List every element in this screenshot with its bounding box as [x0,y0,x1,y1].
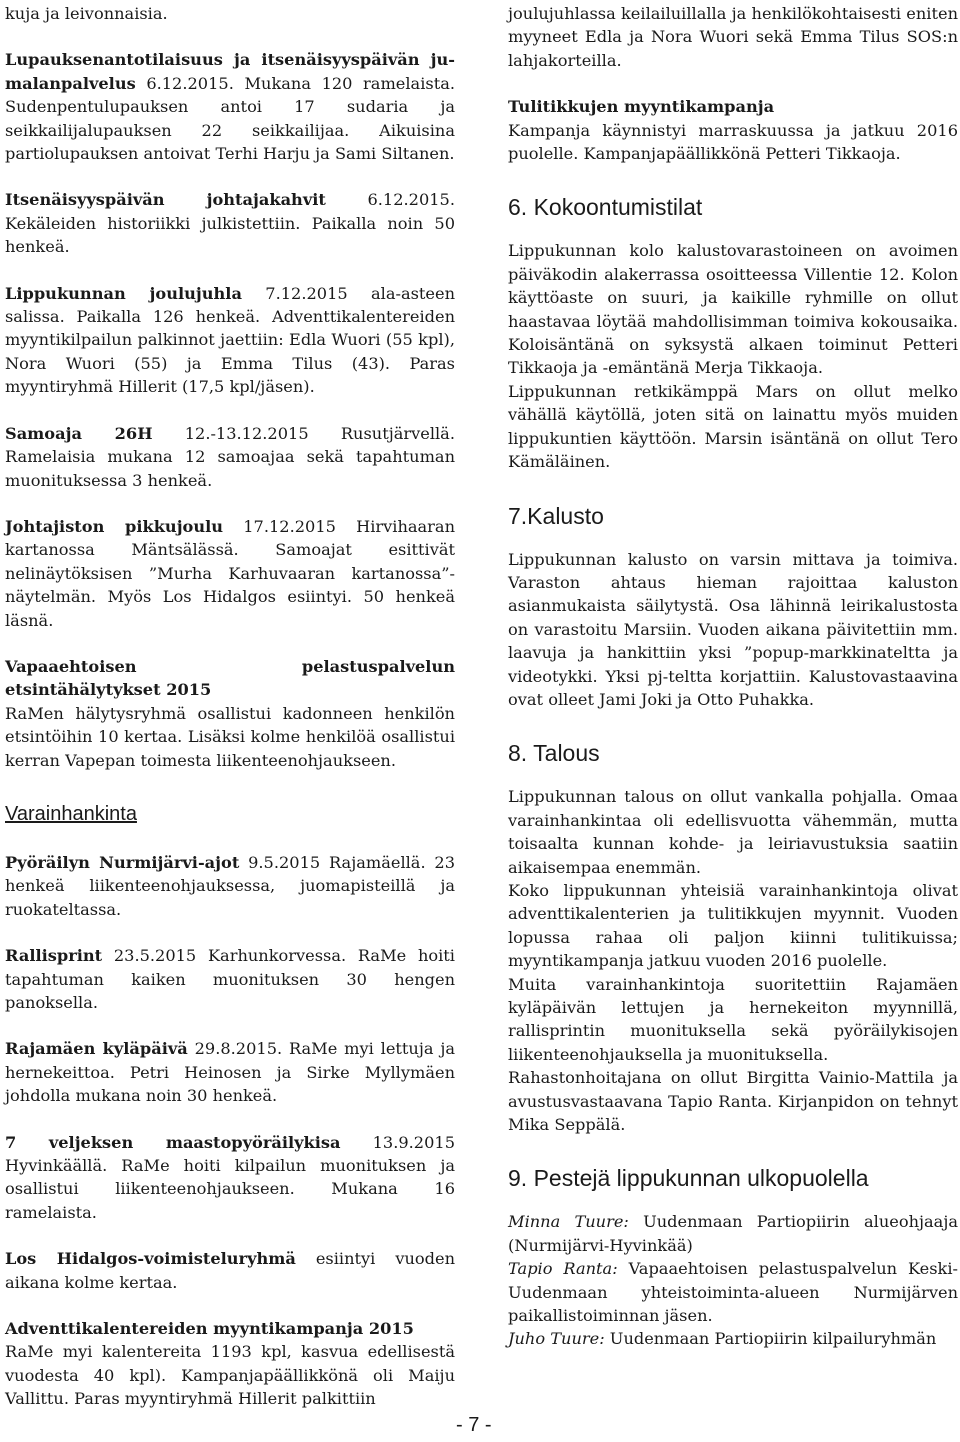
section-heading-kokoontumistilat: 6. Kokoontumistilat [508,194,703,221]
paragraph-pesti-minna [508,1210,958,1257]
paragraph-maastopyoraily [5,1131,455,1225]
event-title: Rajamäen kyläpäivä [5,1039,188,1059]
pesti-text: Vapaaehtoisen pelastuspalvelun Keski-Uudenmaan yhteistoiminta-alueen Nurmijärven paikallistoiminnan jäsen. [508,1259,958,1326]
paragraph-tulitikut [508,95,958,165]
event-title: Samoaja 26H [5,423,153,443]
paragraph-kolo: Lippukunnan kolo kalustovarastoineen on avoimen päiväkodin alakerrassa osoitteessa Villentie 12. Kolon käyttöaste on suuri, ja kaikille ryhmille on ollut haastavaa löytää mahdollisimman toimiva kokousaika. Koloisäntänä on syksystä alkaen toiminut Petteri Tikkaoja ja -emäntänä Merja Tikkaoja. [508,241,958,378]
paragraph-mars: Lippukunnan retkikämppä Mars on ollut melko vähällä käytöllä, joten sitä on lainattu myös muiden lippukuntien käyttöön. Marsin isäntänä on ollut Tero Kämäläinen. [508,381,958,472]
paragraph-los-hidalgos [5,1247,455,1294]
event-title: Vapaaehtoisen pelastuspalvelun etsintähälytykset 2015 [5,656,455,700]
event-text: esiintyi vuoden aikana kolme kertaa. [5,1249,455,1292]
person-name: Juho Tuure: [508,1329,605,1349]
paragraph-kylapaiva [5,1037,455,1107]
section-heading-varainhankinta: Varainhankinta [5,802,137,825]
paragraph-continued: joulujuhlassa keilailuillalla ja henkilökohtaisesti eniten myyneet Edla ja Nora Wuori sekä Emma Tilus SOS:n lahjakorteilla. [508,4,958,70]
event-title: Los Hidalgos-voimisteluryhmä [5,1249,296,1269]
paragraph-talous-3: Muita varainhankintoja suoritettiin Rajamäen kyläpäivän lettujen ja hernekeiton myynnillä, rallisprintin muonituksella sekä pyöräilykisojen liikenteenohjauksella ja muonituksella. [508,974,958,1064]
page-number: - 7 - [456,1414,492,1436]
paragraph-talous-2: Koko lippukunnan yhteisiä varainhankintoja olivat adventtikalenterien ja tulitikkujen myynnit. Vuoden lopussa rahaa oli paljon kiinni tulitikuissa; myyntikampanja jatkuu vuoden 2016 puolelle. [508,880,958,971]
section-heading-talous: 8. Talous [508,740,600,767]
paragraph-pesti-juho [508,1327,958,1350]
pesti-text: Uudenmaan Partiopiirin kilpailuryhmän [604,1329,937,1349]
event-title: Itsenäisyyspäivän johtajakahvit [5,190,326,210]
event-text: 7.12.2015 ala-asteen salissa. Paikalla 126 henkeä. Adventtikalentereiden myyntikilpailun palkinnot jaettiin: Edla Wuori (55 kpl), Nora Wuori (55) ja Emma Tilus (43). Paras myyntiryhmä Hillerit (17,5 kpl/jäsen). [5,283,456,397]
pesti-text: Uudenmaan Partiopiirin alueohjaaja (Nurmijärvi-Hyvinkää) [508,1212,958,1255]
right-column [508,0,958,1351]
paragraph-continued: kuja ja leivonnaisia. [5,4,168,23]
person-name: Tapio Ranta: [508,1259,618,1279]
person-name: Minna Tuure: [508,1212,629,1232]
event-title: Tulitikkujen myyntikampanja [508,97,775,117]
paragraph-pikkujoulu [5,515,455,632]
paragraph-joulujuhla [5,282,455,399]
section-heading-kalusto: 7.Kalusto [508,502,604,529]
event-title: Pyöräilyn Nurmijärvi-ajot [5,852,240,872]
paragraph-lupaus [5,48,455,165]
paragraph-rallisprint [5,944,455,1014]
event-text: RaMen hälytysryhmä osallistui kadonneen henkilön etsintöihin 10 kertaa. Lisäksi kolme henkilöä osallistui kerran Vapepan toimesta liikenteenohjaukseen. [5,703,455,770]
event-text: 23.5.2015 Karhunkorvessa. RaMe hoiti tapahtuman kaiken muonituksen 30 hengen panoksella. [5,946,455,1012]
event-text: 12.-13.12.2015 Rusutjärvellä. Ramelaisia mukana 12 samoajaa sekä tapahtuman muonituksessa 3 henkeä. [5,423,455,490]
left-column [5,0,455,1411]
paragraph-samoaja [5,422,455,492]
event-text: 29.8.2015. RaMe myi lettuja ja hernekeittoa. Petri Heinosen ja Sirke Myllymäen johdolla mukana noin 30 henkeä. [5,1039,456,1106]
paragraph-talous-4: Rahastonhoitajana on ollut Birgitta Vainio-Mattila ja avustusvastaavana Tapio Ranta. Kirjanpidon on tehnyt Mika Seppälä. [508,1068,958,1135]
event-title: Lupauksenantotilaisuus ja itsenäisyyspäivän ju-malanpalvelus [5,50,455,93]
paragraph-kalusto: Lippukunnan kalusto on varsin mittava ja toimiva. Varaston ahtaus hieman rajoittaa kaluston asianmukaista säilytystä. Osa lähinnä leirikalustosta on varastoitu Marsiin. Vuoden aikana päivitettiin mm. laavuja ja hankittiin yksi ”popup-markkinateltta ja videotykki. Yksi pj-teltta korjattiin. Kalustovastaavina ovat olleet Jami Joki ja Otto Puhakka. [508,549,958,709]
event-title: 7 veljeksen maastopyöräilykisa [5,1132,341,1152]
event-text: 6.12.2015. Mukana 120 ramelaista. Sudenpentulupauksen antoi 17 sudaria ja seikkailijalupauksen 22 seikkailijaa. Aikuisina partiolupauksen antoivat Terhi Harju ja Sami Siltanen. [5,73,455,164]
paragraph-halytykset [5,655,455,772]
section-heading-pestit: 9. Pestejä lippukunnan ulkopuolella [508,1165,869,1192]
event-text: RaMe myi kalentereita 1193 kpl, kasvua edellisestä vuodesta 40 kpl). Kampanjapäällikkönä oli Maiju Vallittu. Paras myyntiryhmä Hillerit palkittiin [5,1342,455,1409]
event-text: 6.12.2015. Kekäleiden historiikki julkistettiin. Paikalla noin 50 henkeä. [5,190,455,257]
paragraph-nurmijarvi-ajot [5,851,455,921]
event-title: Rallisprint [5,946,103,966]
event-text: 9.5.2015 Rajamäellä. 23 henkeä liikenteenohjauksessa, juomapisteillä ja ruokateltassa. [5,852,455,919]
paragraph-johtajakahvit [5,188,455,258]
event-text: 13.9.2015 Hyvinkäällä. RaMe hoiti kilpailun muonituksen ja osallistui liikenteenohjaukseen. Mukana 16 ramelaista. [5,1132,455,1222]
event-title: Adventtikalentereiden myyntikampanja 2015 [5,1319,414,1339]
event-text: Kampanja käynnistyi marraskuussa ja jatkuu 2016 puolelle. Kampanjapäällikkönä Petteri Tikkaoja. [508,120,958,164]
event-title: Johtajiston pikkujoulu [5,516,224,536]
paragraph-talous-1: Lippukunnan talous on ollut vankalla pohjalla. Omaa varainhankintaa oli edellisvuotta vähemmän, mutta toisaalta kunnan kohde- ja leiriavustuksia saatiin aikaisempaa enemmän. [508,787,958,877]
event-title: Lippukunnan joulujuhla [5,283,242,303]
event-text: 17.12.2015 Hirvihaaran kartanossa Mäntsälässä. Samoajat esittivät nelinäytöksisen ”Murha Karhuvaaran kartanossa”-näytelmän. Myös Los Hidalgos esiintyi. 50 henkeä läsnä. [5,516,455,630]
paragraph-adventtikalenterit [5,1317,455,1411]
paragraph-pesti-tapio [508,1257,958,1327]
